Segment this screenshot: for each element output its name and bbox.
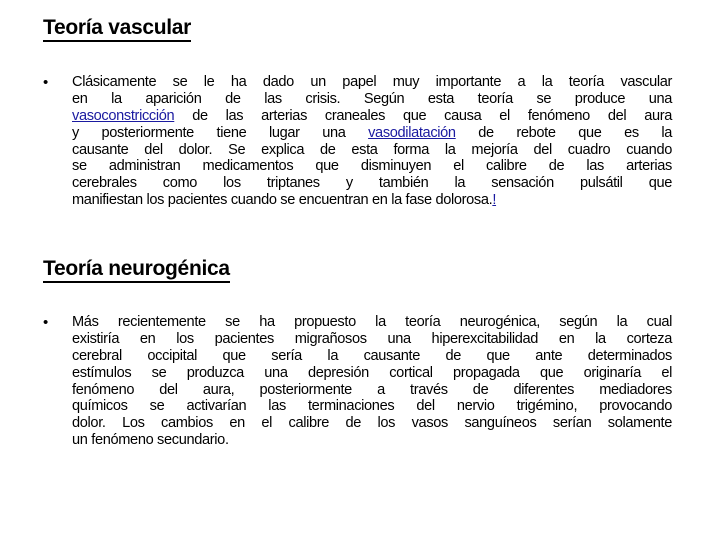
text-segment: causante del dolor. Se explica de esta forma la mejoría del cuadro cuando [72, 141, 672, 158]
text-segment: químicos se activarían las terminaciones del nervio trigémino, provocando [72, 398, 672, 415]
text-segment: Más recientemente se ha propuesto la teoría neurogénica, según la cual [72, 314, 672, 330]
text-line [72, 382, 672, 399]
text-segment: fenómeno del aura, posteriormente a través de diferentes mediadores [72, 381, 672, 398]
text-line [72, 398, 672, 415]
paragraph-neurogenica [72, 314, 672, 449]
text-line [72, 74, 672, 91]
hyperlink[interactable]: vasodilatación [368, 124, 456, 141]
text-line [72, 365, 672, 382]
text-segment: un fenómeno secundario. [72, 432, 229, 449]
text-segment: cerebral occipital que sería la causante de que ante determinados [72, 347, 672, 364]
text-line [72, 331, 672, 348]
hyperlink[interactable]: ! [492, 192, 497, 209]
text-segment: dolor. Los cambios en el calibre de los vasos sanguíneos serían solamente [72, 415, 672, 432]
text-line [72, 432, 672, 449]
text-line [72, 192, 672, 209]
text-segment: de las arterias craneales que causa el fenómeno del aura [174, 107, 672, 124]
text-segment: existiría en los pacientes migrañosos una hiperexcitabilidad en la corteza [72, 330, 672, 347]
text-segment: manifiestan los pacientes cuando se encuentran en la fase dolorosa. [72, 192, 493, 209]
text-segment: y posteriormente tiene lugar una [72, 124, 369, 141]
text-segment: cerebrales como los triptanes y también la sensación pulsátil que [72, 175, 672, 192]
text-line [72, 108, 672, 125]
text-line [72, 158, 672, 175]
text-line [72, 348, 672, 365]
bullet-marker: • [43, 314, 49, 331]
text-line [72, 91, 672, 108]
text-segment: en la aparición de las crisis. Según esta teoría se produce una [72, 90, 672, 107]
bullet-marker: • [43, 74, 49, 91]
text-line [72, 314, 672, 331]
text-line [72, 142, 672, 159]
text-segment: se administran medicamentos que disminuyen el calibre de las arterias [72, 158, 672, 175]
heading-vascular: Teoría vascular [43, 16, 191, 42]
paragraph-vascular [72, 74, 672, 209]
text-line [72, 415, 672, 432]
text-line [72, 175, 672, 192]
hyperlink[interactable]: vasoconstricción [72, 107, 175, 124]
text-segment: de rebote que es la [455, 124, 672, 141]
heading-neurogenica: Teoría neurogénica [43, 257, 230, 283]
text-segment: Clásicamente se le ha dado un papel muy importante a la teoría vascular [72, 74, 672, 90]
text-line [72, 125, 672, 142]
text-segment: estímulos se produzca una depresión cortical propagada que originaría el [72, 364, 672, 381]
